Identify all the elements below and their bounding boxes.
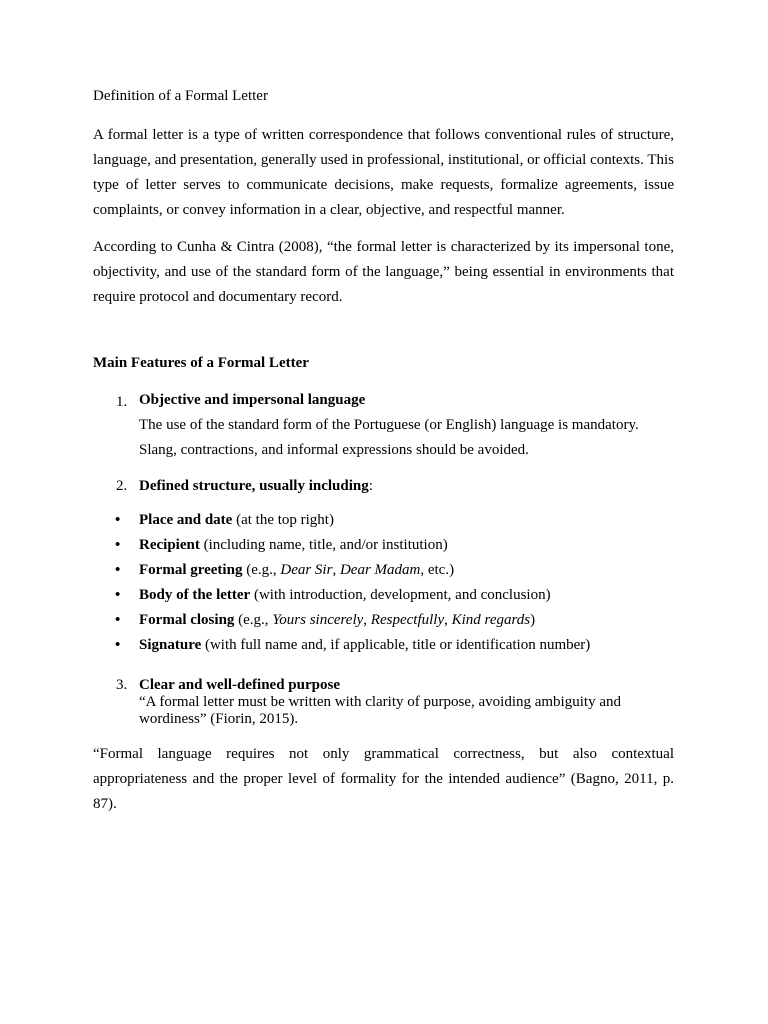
bullet-icon: •	[115, 612, 121, 628]
feature-item-1	[93, 390, 674, 463]
feature-heading: Objective and impersonal language	[139, 392, 366, 408]
feature-body: “A formal letter must be written with clarity of purpose, avoiding ambiguity and wordiness” (Fiorin, 2015).	[139, 694, 621, 727]
document-title: Definition of a Formal Letter	[93, 88, 268, 104]
list-item: • Signature (with full name and, if applicable, title or identification number)	[93, 633, 674, 658]
citation-paragraph: According to Cunha & Cintra (2008), “the formal letter is characterized by its impersonal tone, objectivity, and use of the standard form of the language,” being essential in environments that require protocol and documentary record.	[93, 239, 674, 305]
document-page	[93, 86, 674, 817]
list-item: • Formal closing (e.g., Yours sincerely, Respectfully, Kind regards)	[93, 608, 674, 633]
feature-item-3	[93, 677, 674, 728]
list-item: • Body of the letter (with introduction, development, and conclusion)	[93, 583, 674, 608]
list-item: • Formal greeting (e.g., Dear Sir, Dear Madam, etc.)	[93, 558, 674, 583]
bullet-icon: •	[115, 562, 121, 578]
list-item: • Place and date (at the top right)	[93, 508, 674, 533]
features-heading: Main Features of a Formal Letter	[93, 355, 309, 371]
list-item: • Recipient (including name, title, and/or institution)	[93, 533, 674, 558]
feature-heading: Defined structure, usually including	[139, 478, 369, 494]
closing-quote-paragraph: “Formal language requires not only grammatical correctness, but also contextual appropriateness and the proper level of formality for the intended audience” (Bagno, 2011, p. 87).	[93, 746, 674, 812]
feature-heading: Clear and well-defined purpose	[139, 677, 340, 693]
feature-body: The use of the standard form of the Portuguese (or English) language is mandatory. Slang, contractions, and informal expressions should be avoided.	[139, 417, 639, 458]
bullet-icon: •	[115, 537, 121, 553]
bullet-icon: •	[115, 587, 121, 603]
feature-item-2	[93, 474, 674, 499]
structure-list	[93, 508, 674, 658]
feature-number: 1.	[116, 394, 128, 410]
bullet-icon: •	[115, 637, 121, 653]
feature-number: 3.	[116, 677, 128, 693]
feature-number: 2.	[116, 478, 128, 494]
definition-paragraph: A formal letter is a type of written correspondence that follows conventional rules of structure, language, and presentation, generally used in professional, institutional, or official contexts. This type of letter serves to communicate decisions, make requests, formalize agreements, issue complaints, or convey information in a clear, objective, and respectful manner.	[93, 127, 674, 218]
bullet-icon: •	[115, 512, 121, 528]
feature-suffix: :	[368, 478, 373, 494]
